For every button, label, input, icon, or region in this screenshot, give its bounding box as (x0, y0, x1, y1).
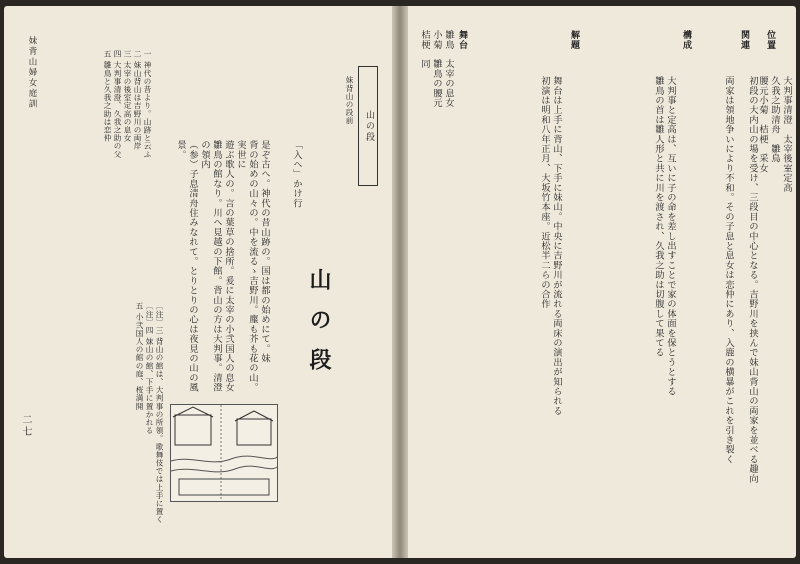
paragraph: 両家は領地争いにより不和。その子息と息女は恋仲にあり、入鹿の横暴がこれを引き裂く (723, 76, 734, 464)
paragraph: 舞台は上手に背山、下手に妹山。中央に吉野川が流れる両床の演出が知られる (551, 76, 562, 416)
cast-list (757, 76, 792, 536)
bottom-notes (414, 30, 454, 530)
gutter (392, 6, 408, 558)
note-line: 二 妹山背山は吉野川の両岸 (133, 50, 142, 151)
text-line: 雛鳥の館なり。川へ見越の下館。背山の方は大判事。清澄の領内 (199, 140, 222, 393)
note-line: 三 太宰の後室定高の息女 (123, 50, 132, 143)
header-text: 妹背山の段前 (345, 76, 354, 125)
text-line: 遊ぶ歌人の。言の葉草の捨所。爰に太宰の小弐国人の息女 (223, 140, 234, 393)
structure-block (678, 76, 734, 536)
text-line: 「入へ」かけ行 (291, 140, 302, 208)
note-line: 雛鳥 太宰の息女 (443, 30, 454, 108)
heading-position: 位置 (765, 30, 775, 50)
main-text (170, 140, 270, 398)
note-line: 五 小弐国人の館の庭、桜満開 (135, 302, 144, 411)
paragraph: 雛鳥の首は雛人形と共に川を渡され、久我之助は切腹して果てる (653, 76, 664, 358)
heading-commentary: 解題 (569, 30, 579, 50)
paragraph: 初段の大内山の場を受け、三段目の中心となる。吉野川を挟んで妹山背山の両家を並べる趣向 (747, 76, 758, 484)
note-line: 五 雛鳥と久我之助は恋仲 (103, 50, 112, 143)
section-title: 山の段 (306, 268, 332, 388)
note-line: 桔梗 同 (419, 30, 430, 69)
text-line: 是ぞ古へ。神代の昔山跡の。国は都の始めにて。妹 (259, 140, 270, 364)
heading-structure: 構成 (681, 30, 691, 50)
heading-related: 関連 (739, 30, 749, 50)
note-line: 〔注〕四 妹山の館、下手に置かれる (145, 302, 154, 435)
stage-illustration-svg (171, 405, 277, 501)
cast-line: 腰元小菊 桔梗 采女 (757, 76, 768, 173)
note-line: 一 神代の昔より。山跡と云ふ (143, 50, 152, 159)
paragraph: 初演は明和八年正月、大坂竹本座。近松半二らの合作 (539, 76, 550, 309)
stage-block (454, 76, 562, 536)
header-box-2 (334, 76, 354, 226)
left-page (4, 6, 392, 558)
paragraph: 大判事と定高は、互いに子の命を差し出すことで家の体面を保とうとする (665, 76, 676, 397)
text-line: 背の始めの山々の。中を流るゝ吉野川。塵も芥も花の山。実世に (235, 140, 258, 393)
note-line: 四 大判事清澄、久我之助の父 (113, 50, 122, 159)
notes-upper (42, 50, 152, 310)
running-head: 妹背山婦女庭訓 (27, 36, 37, 110)
right-page (408, 6, 796, 558)
header-box: 山の段 (358, 66, 378, 186)
cast-line: 大判事清澄 太宰後室定高 (781, 76, 792, 193)
note-line: 小菊 雛鳥の腰元 (431, 30, 442, 108)
stage-illustration (170, 404, 278, 502)
notes-lower (42, 302, 164, 532)
page-number: 二七 (20, 414, 31, 438)
text-line: （参）子息清舟住みなれて。とりとりの心は夜見の山の風景。 (175, 140, 198, 393)
related-block (736, 76, 758, 536)
note-line: 〔注〕三 背山の館は、大判事の所領。歌舞伎では上手に置く (155, 302, 164, 524)
cast-line: 久我之助清舟 雛鳥 (769, 76, 780, 164)
commentary-block (566, 76, 676, 536)
lead-line (276, 140, 302, 260)
heading-stage: 舞台 (457, 30, 467, 50)
